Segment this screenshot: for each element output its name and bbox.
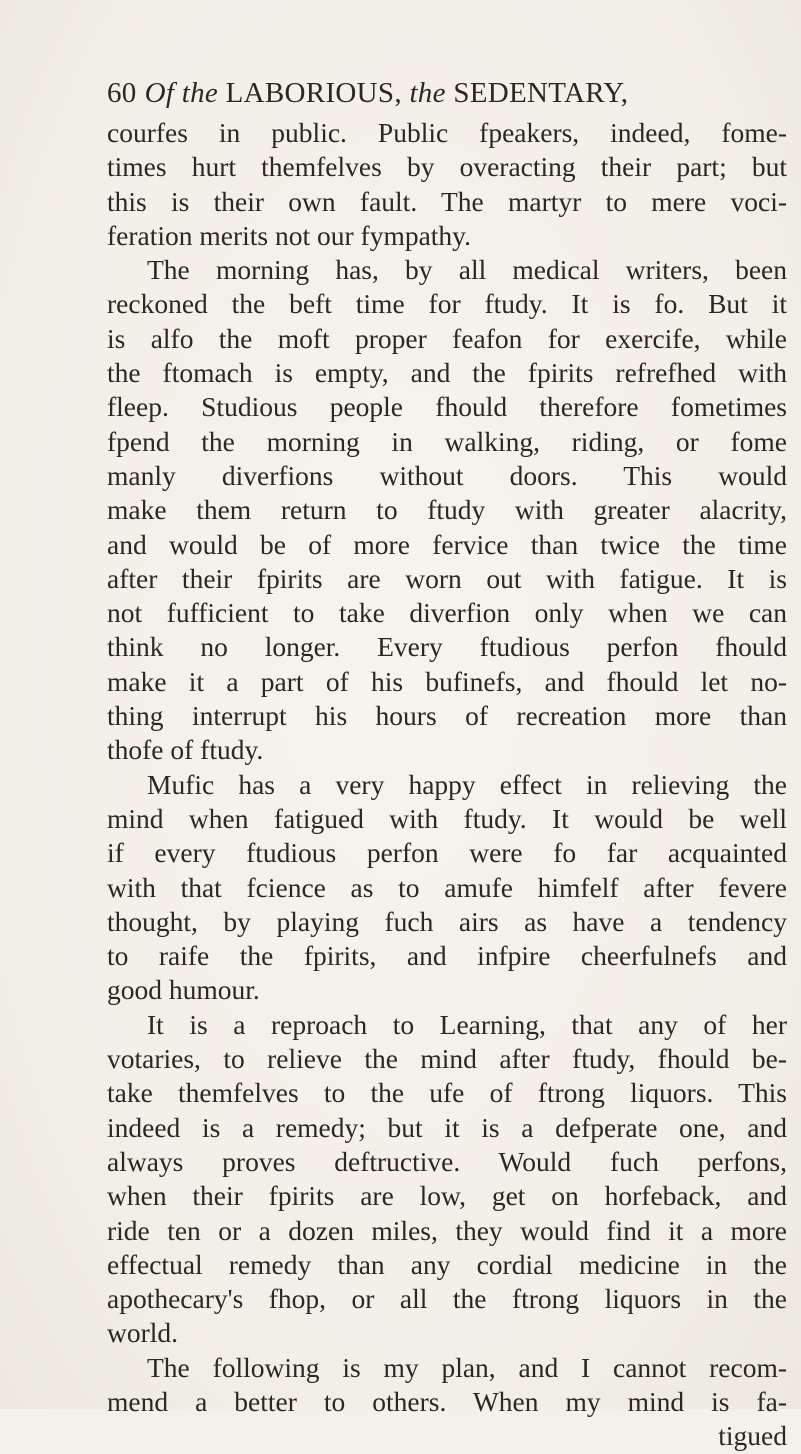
- page-text: [107, 70, 787, 1454]
- running-head-word-1: LABORIOUS,: [225, 77, 402, 109]
- text-line: times hurt themfelves by overacting their part; but: [107, 151, 787, 183]
- running-head-mid: the: [409, 77, 446, 109]
- page-number: 60: [107, 77, 137, 109]
- text-line: mend a better to others. When my mind is fa-: [107, 1385, 787, 1417]
- catchword: tigued: [718, 1420, 787, 1452]
- text-line: after their fpirits are worn out with fatigue. It is: [107, 562, 787, 594]
- text-line: thought, by playing fuch airs as have a tendency: [107, 905, 787, 937]
- text-line: to raife the fpirits, and infpire cheerfulnefs and: [107, 940, 787, 972]
- text-line: make them return to ftudy with greater alacrity,: [107, 494, 787, 526]
- text-line: Mufic has a very happy effect in relieving the: [147, 768, 787, 800]
- text-line: and would be of more fervice than twice the time: [107, 528, 787, 560]
- text-line: make it a part of his bufinefs, and fhould let no-: [107, 665, 787, 697]
- text-line: The morning has, by all medical writers, been: [147, 254, 787, 286]
- text-line: feration merits not our fympathy.: [107, 219, 472, 251]
- text-line: this is their own fault. The martyr to mere voci-: [107, 185, 787, 217]
- text-line: world.: [107, 1317, 179, 1349]
- text-line: mind when fatigued with ftudy. It would be well: [107, 802, 787, 834]
- running-head-prefix: Of the: [144, 77, 219, 109]
- text-line: thing interrupt his hours of recreation more than: [107, 700, 787, 732]
- text-line: good humour.: [107, 974, 260, 1006]
- text-line: when their fpirits are low, get on horfeback, and: [107, 1180, 787, 1212]
- text-line: with that fcience as to amufe himfelf after fevere: [107, 871, 787, 903]
- text-line: if every ftudious perfon were fo far acquainted: [107, 837, 787, 869]
- text-line: indeed is a remedy; but it is a defperate one, and: [107, 1111, 787, 1143]
- text-line: ride ten or a dozen miles, they would find it a more: [107, 1214, 787, 1246]
- text-line: It is a reproach to Learning, that any of her: [147, 1008, 787, 1040]
- text-line: manly diverfions without doors. This would: [107, 459, 787, 491]
- text-line: reckoned the beft time for ftudy. It is fo. But it: [107, 288, 787, 320]
- running-head-word-2: SEDENTARY,: [453, 77, 629, 109]
- text-line: the ftomach is empty, and the fpirits refrefhed with: [107, 357, 787, 389]
- text-line: not fufficient to take diverfion only when we can: [107, 597, 787, 629]
- text-line: take themfelves to the ufe of ftrong liquors. This: [107, 1077, 787, 1109]
- text-line: apothecary's fhop, or all the ftrong liquors in the: [107, 1283, 787, 1315]
- text-line: always proves deftructive. Would fuch perfons,: [107, 1145, 787, 1177]
- text-line: votaries, to relieve the mind after ftudy, fhould be-: [107, 1043, 787, 1075]
- running-head: [107, 70, 787, 116]
- text-line: think no longer. Every ftudious perfon fhould: [107, 631, 787, 663]
- text-line: The following is my plan, and I cannot recom-: [147, 1351, 787, 1383]
- text-line: effectual remedy than any cordial medicine in the: [107, 1248, 787, 1280]
- text-line: thofe of ftudy.: [107, 734, 264, 766]
- text-line: fpend the morning in walking, riding, or fome: [107, 425, 787, 457]
- text-line: fleep. Studious people fhould therefore fometimes: [107, 391, 787, 423]
- text-line: is alfo the moft proper feafon for exercife, while: [107, 322, 787, 354]
- text-line: courfes in public. Public fpeakers, indeed, fome-: [107, 117, 787, 148]
- body-text: [107, 116, 787, 1454]
